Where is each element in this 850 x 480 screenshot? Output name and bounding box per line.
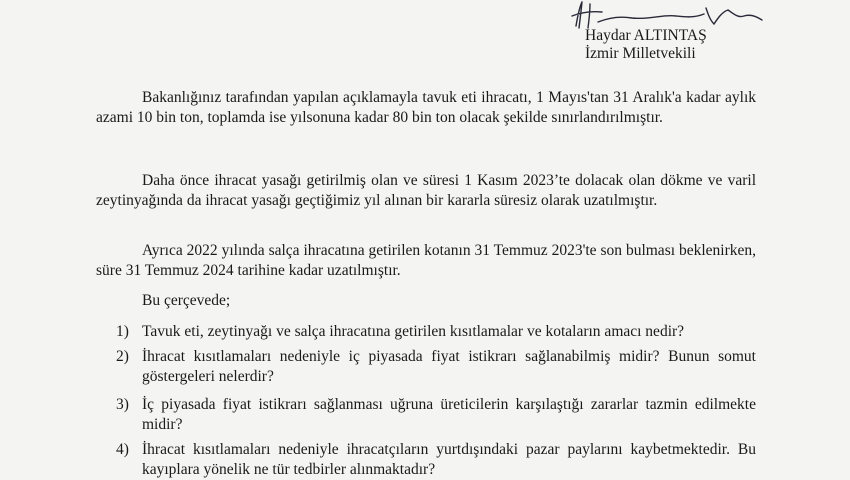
paragraph-2: Daha önce ihracat yasağı getirilmiş olan ve süresi 1 Kasım 2023’te dolacak olan dökme ve varil zeytinyağında da ihracat yasağı geçtiğimiz yıl alınan bir kararla süresiz olarak uzatılmıştır. (96, 172, 756, 209)
signer-block (585, 27, 707, 63)
question-text: İhracat kısıtlamaları nedeniyle iç piyasada fiyat istikrarı sağlanabilmiş midir? Bunun somut göstergeleri nelerdir? (142, 348, 756, 385)
question-number: 2) (116, 348, 129, 365)
signer-name: Haydar ALTINTAŞ (585, 27, 707, 44)
question-text: İhracat kısıtlamaları nedeniyle ihracatçıların yurtdışındaki pazar paylarını kaybetmektedir. Bu kayıplara yönelik ne tür tedbirler alınmaktadır? (142, 441, 756, 478)
question-item (116, 440, 756, 480)
question-text: Tavuk eti, zeytinyağı ve salça ihracatına getirilen kısıtlamalar ve kotaların amacı nedir? (142, 323, 685, 340)
questions-lead: Bu çerçevede; (142, 292, 231, 309)
signer-title: İzmir Milletvekili (585, 45, 696, 62)
question-item (116, 322, 756, 342)
handwritten-signature (568, 0, 768, 30)
paragraph-1: Bakanlığınız tarafından yapılan açıklamayla tavuk eti ihracatı, 1 Mayıs'tan 31 Aralık'a kadar aylık azami 10 bin ton, toplamda ise yılsonuna kadar 80 bin ton olacak şekilde sınırlandırılmıştır. (96, 89, 756, 126)
paragraph-3: Ayrıca 2022 yılında salça ihracatına getirilen kotanın 31 Temmuz 2023'te son bulması beklenirken, süre 31 Temmuz 2024 tarihine kadar uzatılmıştır. (96, 242, 756, 279)
question-text: İç piyasada fiyat istikrarı sağlanması uğruna üreticilerin karşılaştığı zararlar tazmin edilmekte midir? (142, 396, 756, 433)
question-number: 4) (116, 441, 129, 458)
question-item (116, 347, 756, 387)
question-number: 3) (116, 396, 129, 413)
question-number: 1) (116, 323, 129, 340)
question-item (116, 395, 756, 435)
